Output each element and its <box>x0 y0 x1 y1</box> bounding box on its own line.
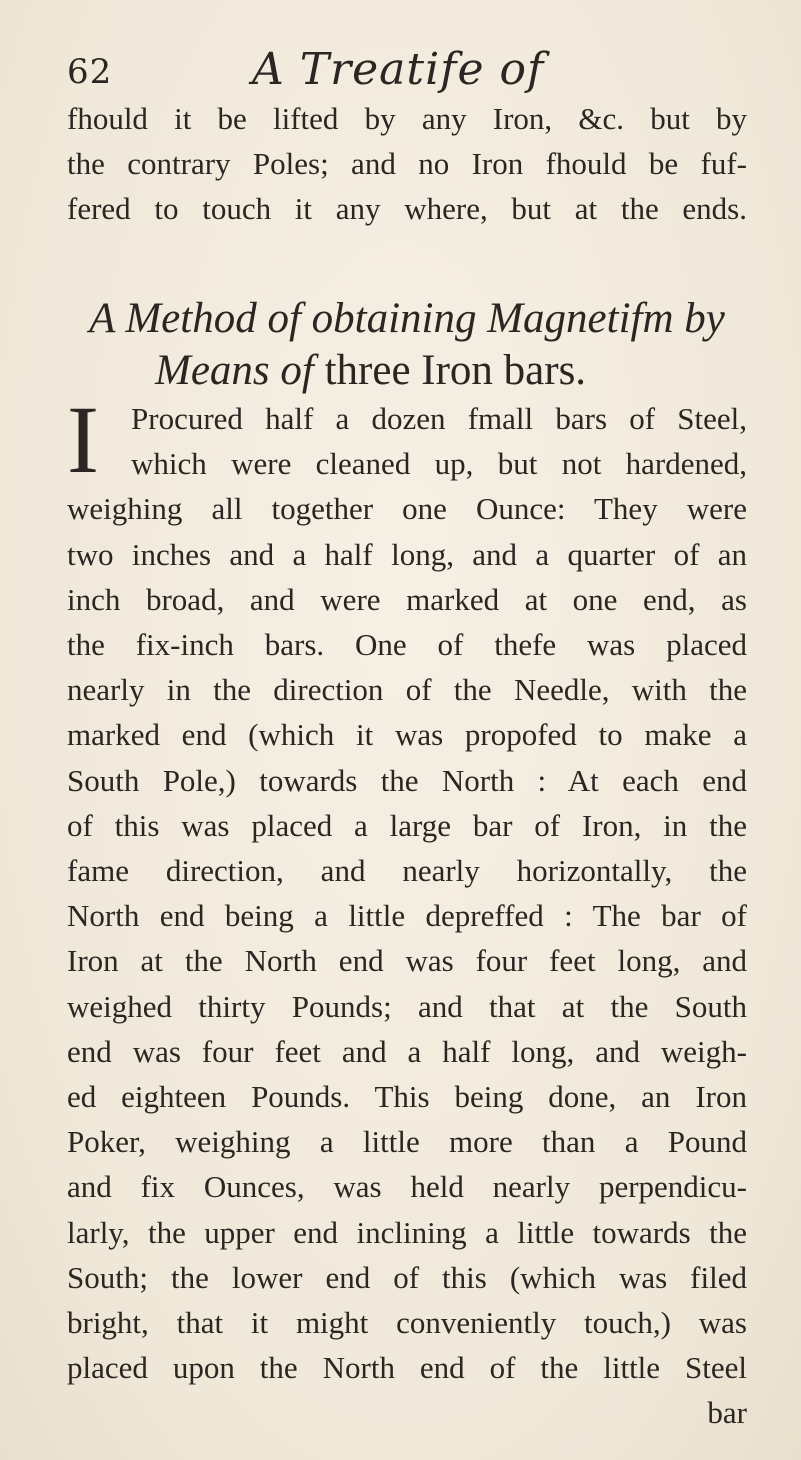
text-line: fered to touch it any where, but at the ends. <box>67 191 747 227</box>
text-line: of this was placed a large bar of Iron, in the <box>67 807 747 843</box>
text-line: the contrary Poles; and no Iron fhould be fuf- <box>67 146 747 182</box>
text-line: placed upon the North end of the little Steel <box>67 1350 747 1386</box>
text-line: the fix-inch bars. One of thefe was placed <box>67 627 747 663</box>
text-line: weighed thirty Pounds; and that at the South <box>67 988 747 1024</box>
catchword: bar <box>707 1395 747 1431</box>
text-line: marked end (which it was propofed to make a <box>67 717 747 753</box>
heading-line-1: A Method of obtaining Magnetifm by <box>89 295 725 342</box>
text-line: Procured half a dozen fmall bars of Steel, <box>131 401 747 436</box>
text-line: bright, that it might conveniently touch,) was <box>67 1305 747 1341</box>
heading-italic-part: Means of <box>155 347 314 394</box>
text-line: Iron at the North end was four feet long, and <box>67 943 747 979</box>
text-line: Poker, weighing a little more than a Pound <box>67 1124 747 1160</box>
text-line: South; the lower end of this (which was filed <box>67 1259 747 1295</box>
text-line: which were cleaned up, but not hardened, <box>131 446 747 482</box>
text-line: weighing all together one Ounce: They were <box>67 491 747 527</box>
heading-roman-part: three Iron bars. <box>313 347 587 394</box>
text-line: two inches and a half long, and a quarter of an <box>67 536 747 572</box>
drop-capital: I <box>67 386 99 493</box>
text-line: end was four feet and a half long, and weigh- <box>67 1033 747 1069</box>
text-line: inch broad, and were marked at one end, as <box>67 581 747 617</box>
body-paragraph <box>67 386 747 1436</box>
intro-paragraph <box>67 96 747 232</box>
dropcap-block <box>67 386 747 493</box>
page-number: 62 <box>67 52 113 92</box>
heading-line-2 <box>67 345 747 397</box>
page-header <box>67 44 747 104</box>
section-heading <box>67 293 747 397</box>
text-line: and fix Ounces, was held nearly perpendicu- <box>67 1169 747 1205</box>
text-line: North end being a little depreffed : The bar of <box>67 898 747 934</box>
text-line: larly, the upper end inclining a little towards the <box>67 1214 747 1250</box>
text-line: South Pole,) towards the North : At each end <box>67 762 747 798</box>
running-title: A Treatife of <box>252 44 545 95</box>
text-line: nearly in the direction of the Needle, with the <box>67 672 747 708</box>
text-line: ed eighteen Pounds. This being done, an Iron <box>67 1079 747 1115</box>
text-line: fhould it be lifted by any Iron, &c. but by <box>67 101 747 136</box>
text-line: fame direction, and nearly horizontally, the <box>67 853 747 889</box>
